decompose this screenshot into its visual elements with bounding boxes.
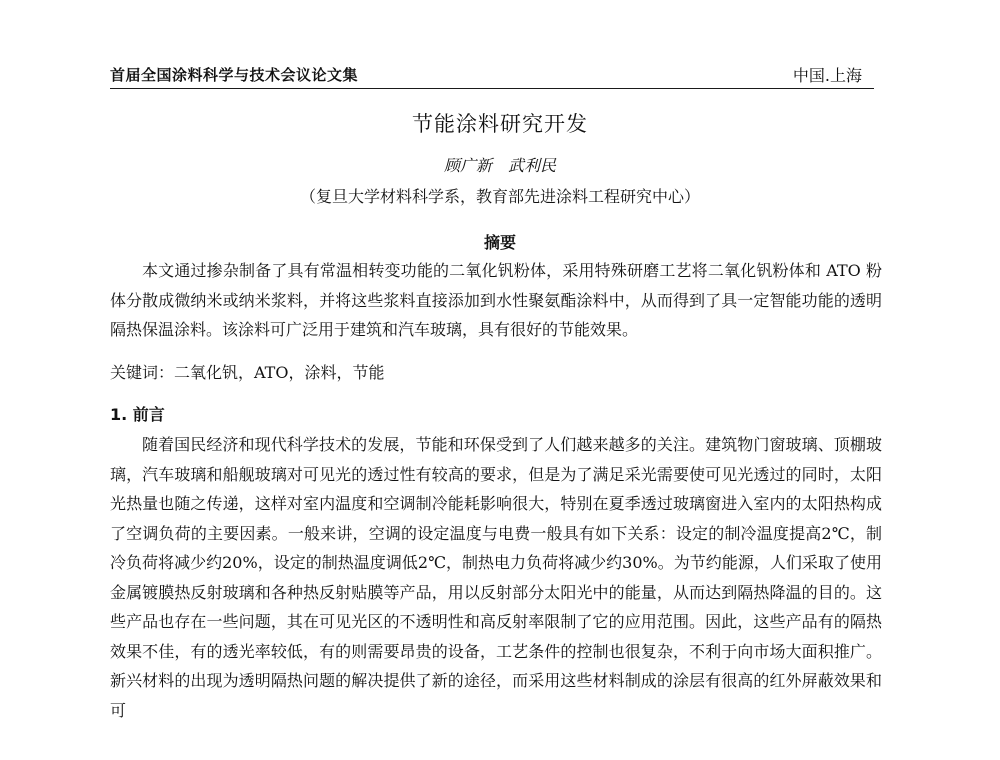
running-header xyxy=(110,54,874,89)
section-heading-introduction: 1. 前言 xyxy=(110,405,165,424)
abstract-text: 本文通过掺杂制备了具有常温相转变功能的二氧化钒粉体，采用特殊研磨工艺将二氧化钒粉体和 ATO 粉体分散成微纳米或纳米浆料，并将这些浆料直接添加到水性聚氨酯涂料中，从而得到了具一定智能功能的透明隔热保温涂料。该涂料可广泛用于建筑和汽车玻璃，具有很好的节能效果。 xyxy=(110,261,882,339)
section-body-introduction: 随着国民经济和现代科学技术的发展，节能和环保受到了人们越来越多的关注。建筑物门窗玻璃、顶棚玻璃，汽车玻璃和船舰玻璃对可见光的透过性有较高的要求，但是为了满足采光需要使可见光透过的同时，太阳光热量也随之传递，这样对室内温度和空调制冷能耗影响很大，特别在夏季透过玻璃窗进入室内的太阳热构成了空调负荷的主要因素。一般来讲，空调的设定温度与电费一般具有如下关系：设定的制冷温度提高2℃，制冷负荷将减少约20%，设定的制热温度调低2℃，制热电力负荷将减少约30%。为节约能源，人们采取了使用金属镀膜热反射玻璃和各种热反射贴膜等产品，用以反射部分太阳光中的能量，从而达到隔热降温的目的。这些产品也存在一些问题，其在可见光区的不透明性和高反射率限制了它的应用范围。因此，这些产品有的隔热效果不佳，有的透光率较低，有的则需要昂贵的设备，工艺条件的控制也很复杂，不利于向市场大面积推广。新兴材料的出现为透明隔热问题的解决提供了新的途径，而采用这些材料制成的涂层有很高的红外屏蔽效果和可 xyxy=(110,435,882,720)
conference-location: 中国.上海 xyxy=(792,66,862,85)
proceedings-title: 首届全国涂料科学与技术会议论文集 xyxy=(110,66,359,84)
paper-authors: 顾广新 武利民 xyxy=(443,156,556,175)
abstract-heading: 摘要 xyxy=(483,233,516,252)
keywords: 关键词：二氧化钒，ATO，涂料，节能 xyxy=(110,363,385,382)
author-affiliation: （复旦大学材料科学系，教育部先进涂料工程研究中心） xyxy=(299,187,700,206)
paper-title: 节能涂料研究开发 xyxy=(412,112,588,136)
